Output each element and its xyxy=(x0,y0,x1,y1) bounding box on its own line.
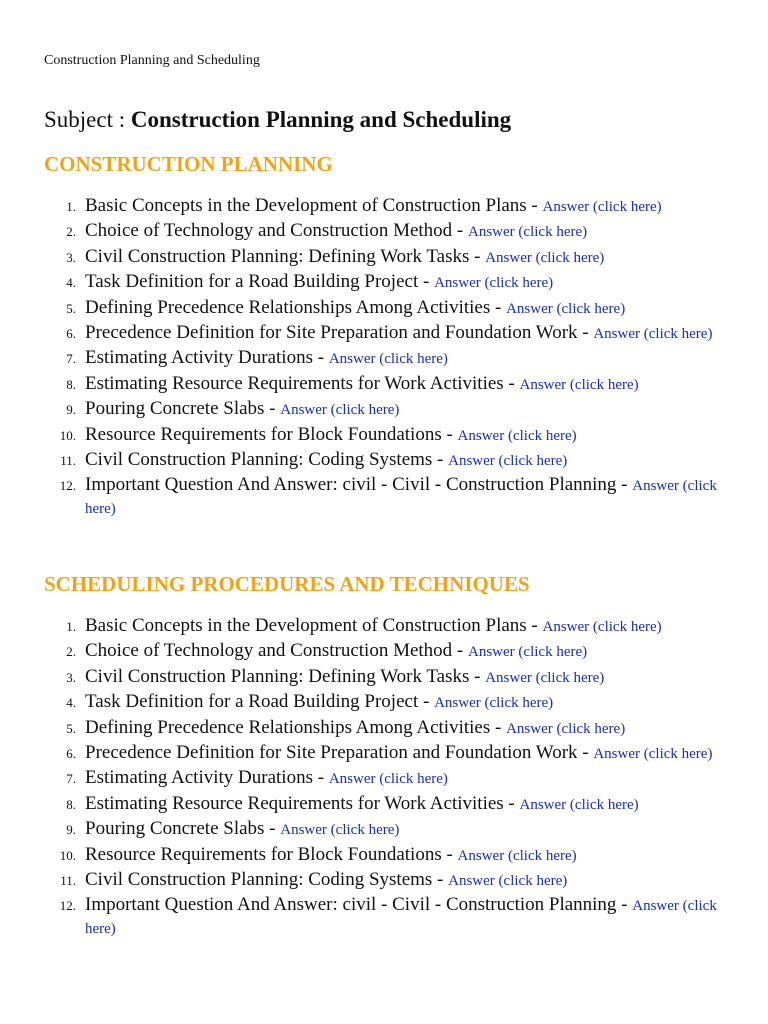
list-item xyxy=(40,793,730,816)
item-number: 3. xyxy=(66,249,76,265)
list-item xyxy=(40,347,730,370)
answer-link[interactable]: Answer (click here) xyxy=(519,376,639,393)
item-number: 1. xyxy=(66,199,76,214)
item-number: 4. xyxy=(66,275,76,291)
subject-value: Construction Planning and Scheduling xyxy=(130,107,512,132)
list-item xyxy=(40,691,730,714)
item-title: Civil Construction Planning: Defining Work Tasks - xyxy=(85,665,486,687)
list-item xyxy=(40,894,730,940)
subject-label: Subject : xyxy=(44,107,131,132)
answer-link[interactable]: Answer (click here) xyxy=(542,619,662,635)
list-item xyxy=(40,869,730,892)
item-number: 10. xyxy=(59,427,76,443)
answer-link[interactable]: Answer (click here) xyxy=(506,720,626,737)
item-number: 4. xyxy=(66,695,76,711)
list-item xyxy=(40,818,730,841)
item-title: Task Definition for a Road Building Project - xyxy=(85,271,435,293)
item-number: 3. xyxy=(66,669,76,685)
item-title: Task Definition for a Road Building Project - xyxy=(85,691,435,713)
item-title: Precedence Definition for Site Preparation and Foundation Work - xyxy=(85,741,594,763)
answer-link[interactable]: Answer (click here) xyxy=(448,872,568,889)
answer-link[interactable]: Answer (click here) xyxy=(280,822,400,839)
item-title: Defining Precedence Relationships Among Activities - xyxy=(85,296,507,318)
item-title: Important Question And Answer: civil - Civil - Construction Planning - xyxy=(85,894,633,916)
item-number: 12. xyxy=(59,898,76,914)
item-title: Basic Concepts in the Development of Construction Plans - xyxy=(85,195,543,216)
item-number: 6. xyxy=(66,325,76,341)
answer-link[interactable]: Answer (click here) xyxy=(593,325,713,342)
item-number: 5. xyxy=(66,300,76,316)
answer-link[interactable]: Answer (click here) xyxy=(328,351,448,368)
list-item xyxy=(40,474,730,520)
answer-link[interactable]: Answer (click here) xyxy=(457,847,577,864)
answer-link[interactable]: Answer (click here) xyxy=(468,644,588,661)
item-number: 5. xyxy=(66,720,76,736)
item-title: Pouring Concrete Slabs - xyxy=(85,398,281,420)
item-title: Basic Concepts in the Development of Construction Plans - xyxy=(85,615,543,636)
construction-planning-list xyxy=(40,195,730,523)
list-item xyxy=(40,322,730,345)
item-title: Resource Requirements for Block Foundations - xyxy=(85,423,458,445)
answer-link[interactable]: Answer (click here) xyxy=(593,745,713,762)
answer-link[interactable]: Answer (click here) xyxy=(448,452,568,469)
list-item xyxy=(40,373,730,396)
answer-link[interactable]: Answer (click here) xyxy=(485,249,605,266)
list-item xyxy=(40,717,730,740)
item-number: 7. xyxy=(66,771,76,787)
list-item xyxy=(40,844,730,867)
item-number: 8. xyxy=(66,376,76,392)
section-heading-scheduling-procedures: SCHEDULING PROCEDURES AND TECHNIQUES xyxy=(44,572,530,596)
item-title: Estimating Activity Durations - xyxy=(85,767,329,789)
item-title: Precedence Definition for Site Preparation and Foundation Work - xyxy=(85,321,594,343)
list-item xyxy=(40,424,730,447)
answer-link[interactable]: Answer (click here) xyxy=(506,300,626,317)
list-item xyxy=(40,271,730,294)
item-title: Civil Construction Planning: Defining Work Tasks - xyxy=(85,245,486,267)
answer-link[interactable]: Answer (click here) xyxy=(457,427,577,444)
item-number: 11. xyxy=(60,872,76,888)
list-item xyxy=(40,640,730,663)
item-number: 8. xyxy=(66,796,76,812)
answer-link[interactable]: Answer (click here) xyxy=(328,771,448,788)
list-item xyxy=(40,398,730,421)
list-item xyxy=(40,767,730,790)
answer-link[interactable]: Answer (click here) xyxy=(468,224,588,241)
item-title: Important Question And Answer: civil - Civil - Construction Planning - xyxy=(85,474,633,496)
answer-link[interactable]: Answer (click here) xyxy=(519,796,639,813)
item-title: Pouring Concrete Slabs - xyxy=(85,818,281,840)
running-header: Construction Planning and Scheduling xyxy=(44,53,260,68)
item-title: Resource Requirements for Block Foundations - xyxy=(85,843,458,865)
item-number: 1. xyxy=(66,619,76,634)
answer-link[interactable]: Answer (click here) xyxy=(542,199,662,215)
list-item xyxy=(40,297,730,320)
list-item xyxy=(40,220,730,243)
item-title: Estimating Resource Requirements for Work Activities - xyxy=(85,372,520,394)
answer-link[interactable]: Answer (click here) xyxy=(434,695,554,712)
item-number: 12. xyxy=(59,478,76,494)
answer-link[interactable]: Answer (click here) xyxy=(85,478,717,518)
list-item xyxy=(40,246,730,269)
item-number: 9. xyxy=(66,822,76,838)
item-number: 10. xyxy=(59,847,76,863)
list-item xyxy=(40,742,730,765)
section-heading-construction-planning: CONSTRUCTION PLANNING xyxy=(44,152,333,176)
answer-link[interactable]: Answer (click here) xyxy=(485,669,605,686)
item-title: Choice of Technology and Construction Method - xyxy=(85,640,469,662)
item-title: Choice of Technology and Construction Method - xyxy=(85,220,469,242)
list-item xyxy=(40,666,730,689)
item-number: 2. xyxy=(66,224,76,240)
item-title: Estimating Activity Durations - xyxy=(85,347,329,369)
item-title: Civil Construction Planning: Coding Systems - xyxy=(85,868,449,890)
item-title: Defining Precedence Relationships Among Activities - xyxy=(85,716,507,738)
item-title: Estimating Resource Requirements for Work Activities - xyxy=(85,792,520,814)
answer-link[interactable]: Answer (click here) xyxy=(280,402,400,419)
list-item xyxy=(40,195,730,218)
item-title: Civil Construction Planning: Coding Systems - xyxy=(85,448,449,470)
list-item xyxy=(40,449,730,472)
subject-line xyxy=(44,105,511,135)
item-number: 2. xyxy=(66,644,76,660)
item-number: 9. xyxy=(66,402,76,418)
answer-link[interactable]: Answer (click here) xyxy=(434,275,554,292)
item-number: 11. xyxy=(60,452,76,468)
answer-link[interactable]: Answer (click here) xyxy=(85,898,717,938)
item-number: 7. xyxy=(66,351,76,367)
list-item xyxy=(40,615,730,638)
scheduling-procedures-list xyxy=(40,615,730,943)
item-number: 6. xyxy=(66,745,76,761)
